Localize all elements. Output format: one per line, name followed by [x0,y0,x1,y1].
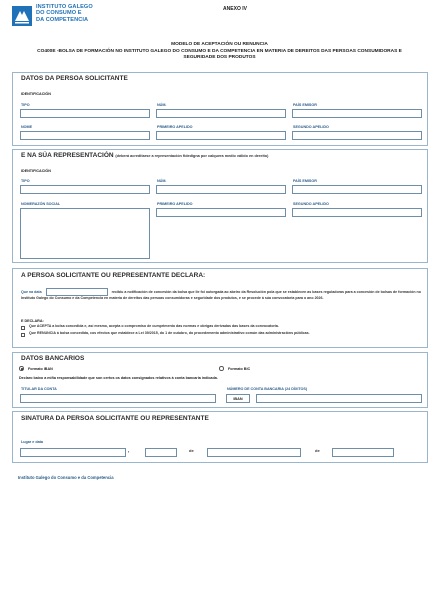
place-date-label: Lugar e data [21,440,43,444]
issuing-country-field[interactable] [292,109,422,118]
declaration-section [12,268,428,348]
second-surname-label: SEGUNDO APELIDO [293,202,329,206]
declaration-body: recibiu a notificación de concesión da bolsa que lle foi outorgada ao abeiro da Resolución pola que se establecen as bases reguladoras para a concesión de bolsas de formación no Instituto Galego do Consumo e da Competencia en materia de dereitos das persoas consumidoras e seguridade dos produtos, e se procede á súa convocatoria para o ano 2026. [21,289,421,300]
declaration-text [21,288,423,301]
section-heading: SINATURA DA PERSOA SOLICITANTE OU REPRESENTANTE [21,415,209,422]
logo-text: INSTITUTO GALEGO DO CONSUMO E DA COMPETENCIA [36,4,93,23]
declares-label: E DECLARA: [21,319,44,323]
day-field[interactable] [145,448,177,457]
section-heading: A PERSOA SOLICITANTE OU REPRESENTANTE DECLARA: [21,272,206,279]
month-field[interactable] [207,448,301,457]
number-label: NÚM. [157,103,167,107]
number-field[interactable] [156,109,286,118]
first-surname-label: PRIMEIRO APELIDO [157,202,193,206]
type-label: TIPO [21,103,30,107]
issuing-country-field[interactable] [292,185,422,194]
type-field[interactable] [20,109,150,118]
second-surname-field[interactable] [292,208,422,217]
iban-format-label: Formato IBAN [28,367,53,371]
de-separator-2: de [315,448,320,453]
number-field[interactable] [156,185,286,194]
second-surname-field[interactable] [292,131,422,140]
account-holder-field[interactable] [20,394,216,403]
bank-section [12,352,428,408]
representation-note: (deberá acreditarse a representación fidedigna por calquera medio válido en dereito) [115,154,269,158]
name-field[interactable] [20,131,150,140]
bic-format-label: Formato BIC [228,367,251,371]
notification-date-field[interactable] [46,288,108,296]
company-name-field[interactable] [20,208,150,259]
bank-statement: Declaro baixo a miña responsabilidade que son certos os datos consignados relativos á conta bancaria indicada. [19,376,218,380]
issuing-country-label: PAÍS EMISOR [293,179,317,183]
type-label: TIPO [21,179,30,183]
identification-label: IDENTIFICACIÓN [21,92,51,96]
accept-option-text: Que ACEPTA a bolsa concedida e, así mesmo, acepta o compromiso de cumprimento das normas e obrigas derivadas das bases da convocatoria. [29,324,279,328]
account-number-label: NÚMERO DE CONTA BANCARIA (24 DÍXITOS) [227,387,308,391]
accept-checkbox[interactable] [21,326,25,330]
footer-institution: Instituto Galego do Consumo e da Competencia [18,475,114,480]
type-field[interactable] [20,185,150,194]
place-field[interactable] [20,448,126,457]
section-heading: DATOS BANCARIOS [21,355,85,362]
logo-emblem-icon [12,6,32,26]
renounce-checkbox[interactable] [21,333,25,337]
document-title: MODELO DE ACEPTACIÓN OU RENUNCIA CO400E -BOLSA DE FORMACIÓN NO INSTITUTO GALEGO DO CONSUMO E DA COMPETENCIA EN MATERIA DE DEREITOS DAS PERSOAS CONSUMIDORAS E SEGURIDADE DOS PRODUTOS [20,42,419,62]
iban-format-radio[interactable] [19,366,24,371]
iban-prefix-tag: IBAN [226,394,250,403]
year-field[interactable] [332,448,394,457]
annex-label: ANEXO IV [223,6,247,12]
first-surname-label: PRIMEIRO APELIDO [157,125,193,129]
second-surname-label: SEGUNDO APELIDO [293,125,329,129]
issuing-country-label: PAÍS EMISOR [293,103,317,107]
section-heading: DATOS DA PERSOA SOLICITANTE [21,75,128,82]
number-label: NÚM. [157,179,167,183]
identification-label: IDENTIFICACIÓN [21,169,51,173]
first-surname-field[interactable] [156,131,286,140]
comma-separator: , [128,448,130,454]
document-subtitle: CO400E -BOLSA DE FORMACIÓN NO INSTITUTO GALEGO DO CONSUMO E DA COMPETENCIA EN MATERIA DE DEREITOS DAS PERSOAS CONSUMIDORAS E SEGURIDADE DOS PRODUTOS [37,48,402,60]
account-holder-label: TITULAR DA CONTA [21,387,57,391]
name-label: NOME [21,125,33,129]
first-surname-field[interactable] [156,208,286,217]
signature-section [12,411,428,463]
institution-logo [12,4,142,28]
company-name-label: NOMERAZÓN SOCIAL [21,202,61,206]
representative-section [12,149,428,263]
account-number-field[interactable] [256,394,422,403]
date-prefix: Que na data [21,289,42,294]
applicant-section [12,72,428,146]
renounce-option-text: Que RENUNCIA á bolsa concedida, cos efectos que establece a Lei 39/2015, do 1 de outubro, do procedemento administrativo común das administracións públicas. [29,331,310,335]
de-separator-1: de [189,448,194,453]
section-heading: E NA SÚA REPRESENTACIÓN (deberá acreditarse a representación fidedigna por calquera medio válido en dereito) [21,152,269,159]
bic-format-radio[interactable] [219,366,224,371]
